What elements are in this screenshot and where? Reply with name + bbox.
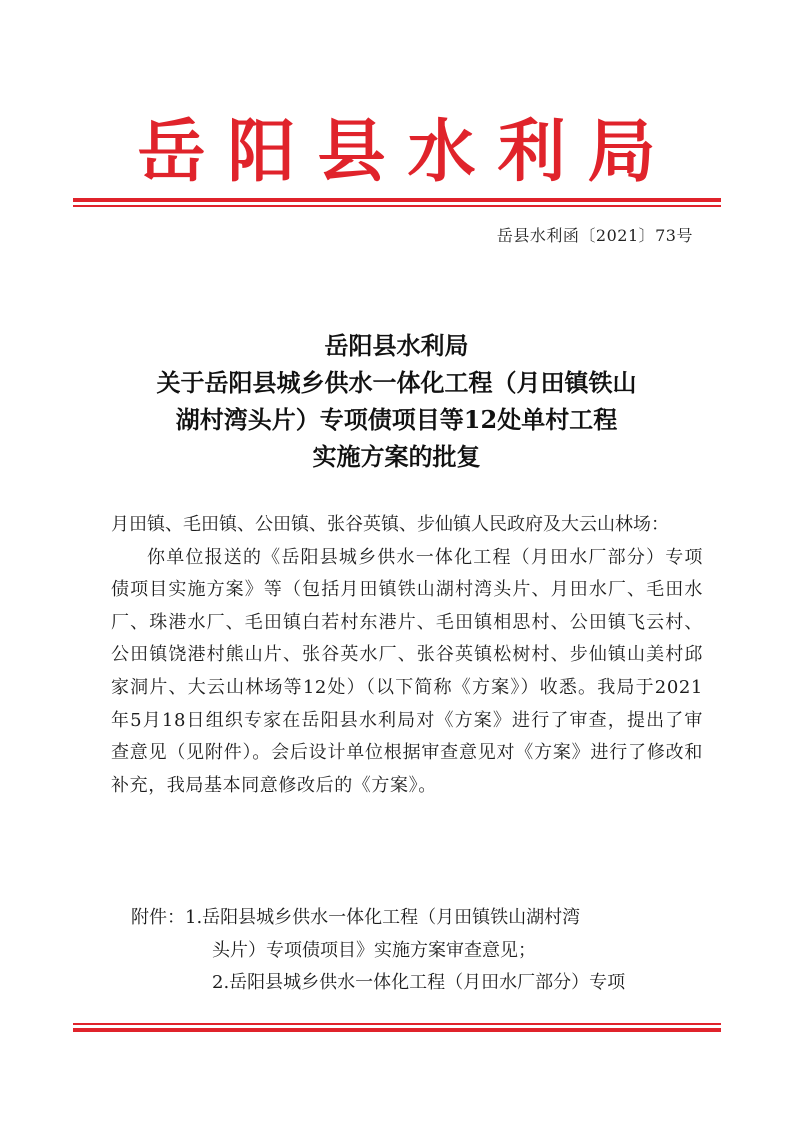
attachment-item-1-continued: 头片）专项债项目》实施方案审查意见； (212, 939, 536, 961)
title-line-4: 实施方案的批复 (312, 442, 481, 471)
salutation: 月田镇、毛田镇、公田镇、张谷英镇、步仙镇人民政府及大云山林场： (111, 514, 669, 535)
title-line-1: 岳阳县水利局 (324, 331, 469, 360)
agency-masthead: 岳阳县水利局 (137, 112, 678, 192)
footer-rule-thick (73, 1028, 721, 1032)
title-line-3: 湖村湾头片）专项债项目等12处单村工程 (175, 405, 618, 434)
header-rule-thin (73, 205, 721, 207)
document-title (60, 327, 733, 475)
attachments-list (131, 902, 701, 1000)
attachment-item-2: 2.岳阳县城乡供水一体化工程（月田水厂部分）专项 (212, 972, 626, 994)
title-line-2: 关于岳阳县城乡供水一体化工程（月田镇铁山 (156, 368, 637, 397)
attachment-item-1: 附件：1.岳阳县城乡供水一体化工程（月田镇铁山湖村湾 (131, 907, 581, 928)
document-body (111, 509, 703, 802)
document-number: 岳县水利函〔2021〕73号 (496, 226, 693, 245)
header-rule-thick (73, 198, 721, 202)
body-paragraph: 你单位报送的《岳阳县城乡供水一体化工程（月田水厂部分）专项债项目实施方案》等（包括月田镇铁山湖村湾头片、月田水厂、毛田水厂、珠港水厂、毛田镇白若村东港片、毛田镇相思村、公田镇飞云村、公田镇饶港村熊山片、张谷英水厂、张谷英镇松树村、步仙镇山美村邱家洞片、大云山林场等12处）（以下简称《方案》）收悉。我局于2021年5月18日组织专家在岳阳县水利局对《方案》进行了审查，提出了审查意见（见附件）。会后设计单位根据审查意见对《方案》进行了修改和补充，我局基本同意修改后的《方案》。 (111, 546, 703, 796)
footer-rule-thin (73, 1023, 721, 1025)
